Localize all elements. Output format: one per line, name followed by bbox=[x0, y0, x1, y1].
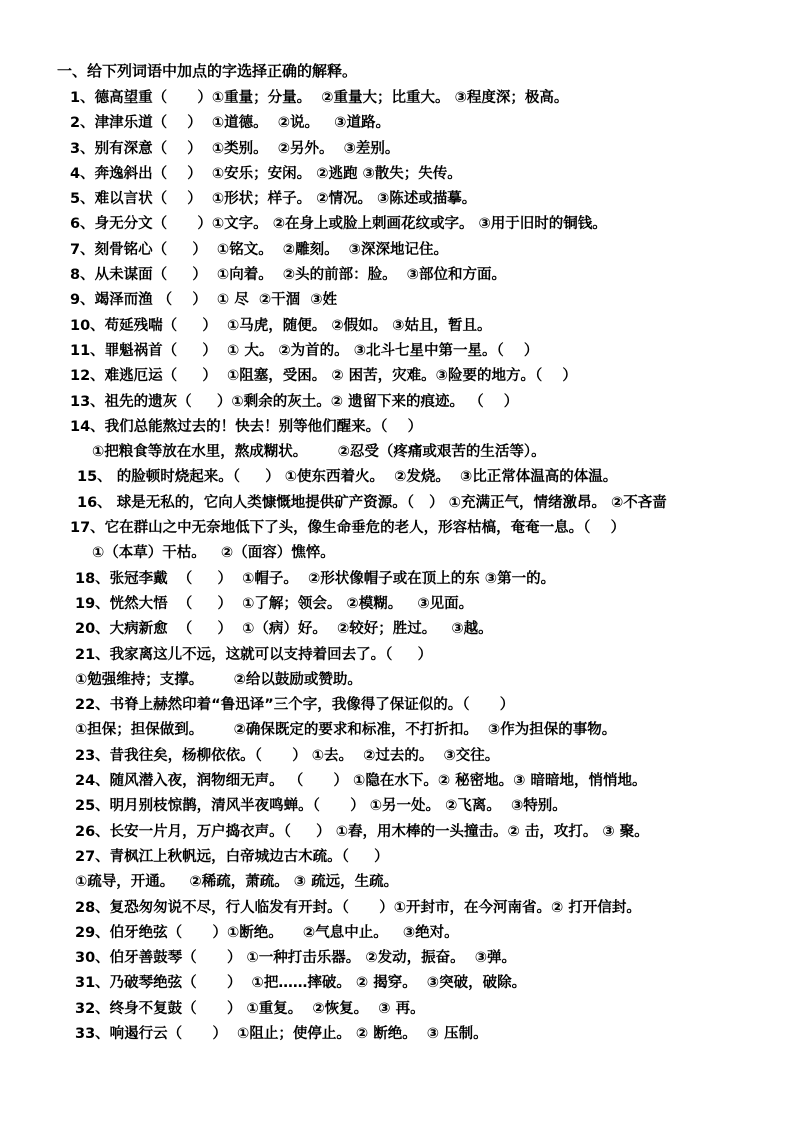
question-list bbox=[0, 86, 794, 1047]
question-line: 6、身无分文（ ）①文字。 ②在身上或脸上刺画花纹或字。 ③用于旧时的铜钱。 bbox=[70, 216, 607, 233]
question-line: 26、长安一片月，万户捣衣声。（ ） ①舂，用木棒的一头撞击。② 击，攻打。 ③ 聚。 bbox=[75, 823, 649, 840]
question-line: 3、别有深意（ ） ①类别。 ②另外。 ③差别。 bbox=[70, 140, 400, 157]
question-line: 29、伯牙绝弦（ ）①断绝。 ②气息中止。 ③绝对。 bbox=[75, 924, 459, 941]
question-line: 1、德高望重（ ）①重量；分量。 ②重量大；比重大。 ③程度深；极高。 bbox=[70, 90, 569, 106]
question-line: 33、响遏行云（ ） ①阻止；使停止。 ② 断绝。 ③ 压制。 bbox=[75, 1025, 488, 1042]
question-line: 9、竭泽而渔 （ ） ① 尽 ②干涸 ③姓 bbox=[70, 292, 337, 309]
question-line: 20、大病新愈 （ ） ①（病）好。 ②较好；胜过。 ③越。 bbox=[75, 621, 493, 638]
section-title: 一、给下列词语中加点的字选择正确的解释。 bbox=[57, 62, 358, 80]
question-line: 32、终身不复鼓（ ） ①重复。 ②恢复。 ③ 再。 bbox=[75, 1000, 425, 1017]
question-line: 24、随风潜入夜，润物细无声。 （ ） ①隐在水下。② 秘密地。③ 暗暗地，悄悄地。 bbox=[75, 773, 647, 790]
question-line: 4、奔逸斜出（ ） ①安乐；安闲。 ②逃跑 ③散失；失传。 bbox=[70, 165, 462, 182]
question-line: ①（本草）干枯。 ②（面容）憔悴。 bbox=[92, 545, 335, 562]
question-line: 23、昔我往矣，杨柳依依。（ ） ①去。 ②过去的。 ③交往。 bbox=[75, 747, 500, 764]
question-line: 7、刻骨铭心（ ） ①铭文。 ②雕刻。 ③深深地记住。 bbox=[70, 241, 448, 258]
question-line: ①担保；担保做到。 ②确保既定的要求和标准，不打折扣。 ③作为担保的事物。 bbox=[75, 722, 617, 739]
question-line: 19、恍然大悟 （ ） ①了解；领会。 ②模糊。 ③见面。 bbox=[75, 595, 474, 612]
question-line: 5、难以言状（ ） ①形状；样子。 ②情况。 ③陈述或描摹。 bbox=[70, 191, 477, 208]
question-line: 25、明月别枝惊鹊，清风半夜鸣蝉。（ ） ①另一处。 ②飞离。 ③特别。 bbox=[75, 798, 567, 815]
question-line: 18、张冠李戴 （ ） ①帽子。 ②形状像帽子或在顶上的东 ③第一的。 bbox=[75, 570, 556, 587]
question-line: ①疏导，开通。 ②稀疏，萧疏。 ③ 疏远，生疏。 bbox=[75, 874, 399, 891]
question-line: 17、它在群山之中无奈地低下了头，像生命垂危的老人，形容枯槁，奄奄一息。（ ） bbox=[70, 520, 626, 537]
question-line: 2、津津乐道（ ） ①道德。 ②说。 ③道路。 bbox=[70, 115, 390, 132]
question-line: 8、从未谋面（ ） ①向着。 ②头的前部：脸。 ③部位和方面。 bbox=[70, 267, 506, 284]
question-line: 15、 的脸顿时烧起来。（ ） ①使东西着火。 ②发烧。 ③比正常体温高的体温。 bbox=[77, 469, 618, 486]
question-line: 30、伯牙善鼓琴（ ） ①一种打击乐器。 ②发动，振奋。 ③弹。 bbox=[75, 950, 516, 967]
question-line: 28、复恐匆匆说不尽，行人临发有开封。（ ）①开封市，在今河南省。② 打开信封。 bbox=[75, 899, 641, 916]
question-line: 31、乃破琴绝弦（ ） ①把……摔破。 ② 揭穿。 ③突破，破除。 bbox=[75, 975, 527, 992]
question-line: ①把粮食等放在水里，熬成糊状。 ②忍受（疼痛或艰苦的生活等）。 bbox=[92, 444, 546, 461]
question-line: 22、书脊上赫然印着“鲁迅译”三个字，我像得了保证似的。（ ） bbox=[75, 697, 515, 714]
question-line: 27、青枫江上秋帆远，白帝城边古木疏。（ ） bbox=[75, 848, 389, 865]
question-line: 11、罪魁祸首（ ） ① 大。 ②为首的。 ③北斗七星中第一星。（ ） bbox=[70, 342, 539, 359]
question-line: 21、我家离这儿不远，这就可以支持着回去了。（ ） bbox=[75, 646, 433, 663]
question-line: 13、祖先的遗灰（ ）①剩余的灰土。② 遗留下来的痕迹。 （ ） bbox=[70, 393, 519, 410]
question-line: 12、难逃厄运（ ） ①阻塞，受困。 ② 困苦，灾难。③险要的地方。（ ） bbox=[70, 368, 577, 385]
question-line: 16、 球是无私的，它向人类慷慨地提供矿产资源。（ ） ①充满正气，情绪激昂。 ②不吝啬 bbox=[77, 494, 667, 511]
question-line: ①勉强维持；支撑。 ②给以鼓励或赞助。 bbox=[75, 671, 362, 688]
question-line: 14、我们总能熬过去的！快去！别等他们醒来。（ ） bbox=[70, 418, 423, 435]
question-line: 10、苟延残喘（ ） ①马虎，随便。 ②假如。 ③姑且，暂且。 bbox=[70, 317, 492, 334]
